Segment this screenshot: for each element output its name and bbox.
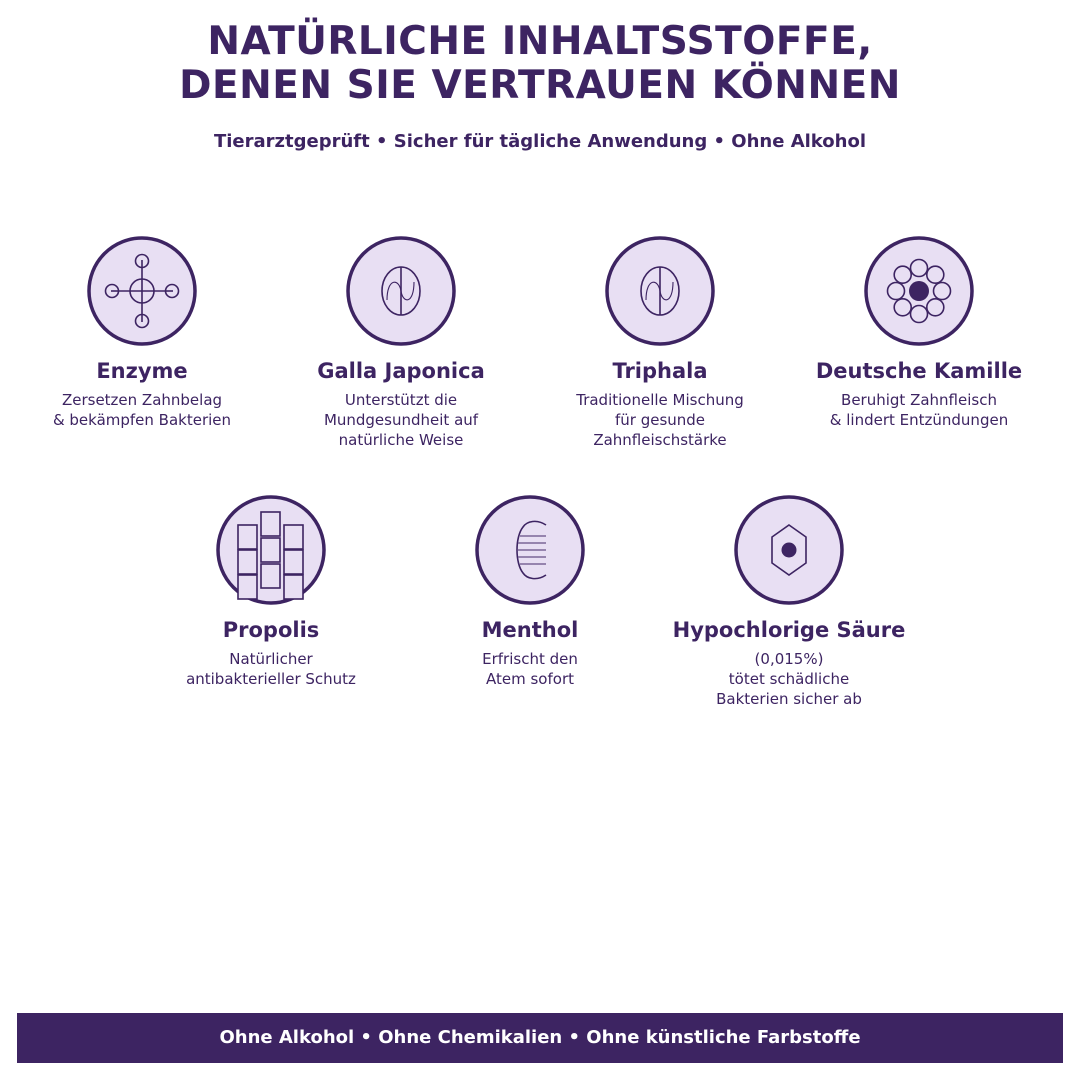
ingredient-description: Unterstützt die Mundgesundheit auf natürliche Weise [323, 391, 479, 449]
ingredient-name: Menthol [481, 618, 579, 642]
ingredient-description: Traditionelle Mischung für gesunde Zahnfleischstärke [576, 391, 744, 449]
ingredient-description: Natürlicher antibakterieller Schutz [186, 650, 356, 688]
ingredient-name: Hypochlorige Säure [672, 618, 906, 642]
mint-leaf-icon [475, 495, 585, 605]
ingredient-description: Erfrischt den Atem sofort [482, 650, 578, 688]
ingredient-description: Zersetzen Zahnbelag & bekämpfen Bakterien [52, 391, 232, 429]
ingredient-name: Galla Japonica [317, 359, 485, 383]
title-line-2: DENEN SIE VERTRAUEN KÖNNEN [179, 63, 901, 108]
fruit-seed-icon [605, 236, 715, 346]
ingredient-name: Triphala [612, 359, 708, 383]
chamomile-flower-icon [864, 236, 974, 346]
ingredient-description: Beruhigt Zahnfleisch & lindert Entzündungen [829, 391, 1009, 429]
gall-nut-icon [346, 236, 456, 346]
hexagon-drop-icon [734, 495, 844, 605]
ingredient-name: Deutsche Kamille [815, 359, 1023, 383]
honeycomb-icon [216, 495, 326, 605]
ingredient-name: Propolis [222, 618, 320, 642]
footer-banner: Ohne Alkohol • Ohne Chemikalien • Ohne künstliche Farbstoffe [17, 1013, 1063, 1063]
ingredient-name: Enzyme [96, 359, 188, 383]
title-line-1: NATÜRLICHE INHALTSSTOFFE, [207, 19, 873, 64]
ingredient-description: (0,015%) tötet schädliche Bakterien sicher ab [716, 650, 862, 708]
molecule-icon [87, 236, 197, 346]
page-title [0, 20, 1080, 108]
page-subtitle: Tierarztgeprüft • Sicher für tägliche Anwendung • Ohne Alkohol [213, 131, 867, 152]
